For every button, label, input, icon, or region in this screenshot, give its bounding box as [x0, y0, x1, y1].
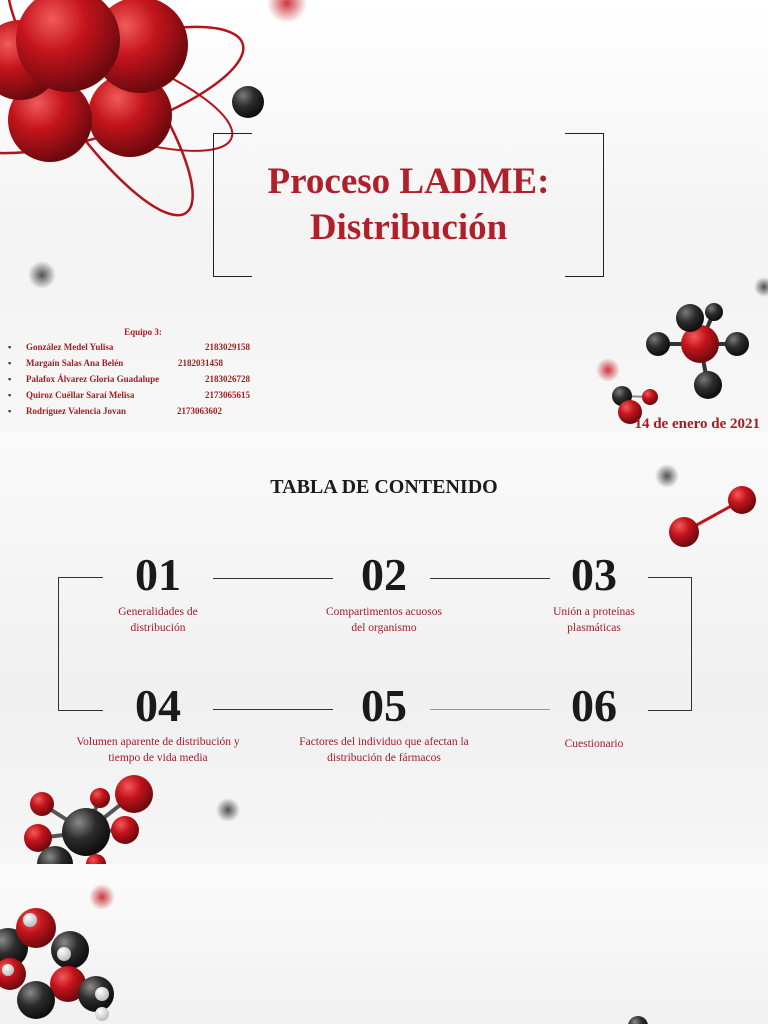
- team-list: [8, 327, 258, 419]
- team-member: ▪ González Medel Yulisa 2183029158: [8, 339, 258, 355]
- presentation-date: 14 de enero de 2021: [634, 416, 760, 432]
- team-member: ▪ Quiroz Cuéllar Saraí Melisa 2173065615: [8, 387, 258, 403]
- toc-item-label: Unión a proteínas plasmáticas: [553, 606, 635, 634]
- toc-number: 05: [361, 680, 407, 731]
- molecule-decoration-icon: [0, 864, 768, 1024]
- title-frame: [213, 133, 604, 277]
- toc-number: 01: [135, 549, 181, 600]
- team-member: ▪ Palafox Álvarez Gloria Guadalupe 2183026728: [8, 371, 258, 387]
- toc-item-label: Cuestionario: [564, 738, 624, 750]
- toc-number: 04: [135, 680, 181, 731]
- team-member: ▪ Rodríguez Valencia Jovan 2173063602: [8, 403, 258, 419]
- presentation-title: Proceso LADME: Distribución: [267, 161, 550, 248]
- toc-heading: TABLA DE CONTENIDO: [270, 476, 498, 498]
- next-slide-partial: [0, 864, 768, 1024]
- table-of-contents-slide: [0, 432, 768, 864]
- title-slide: [0, 0, 768, 432]
- toc-item-label: Volumen aparente de distribución y tiempo de vida media: [76, 736, 240, 764]
- toc-item-label: Generalidades de distribución: [118, 606, 198, 634]
- toc-number: 02: [361, 549, 407, 600]
- team-member: ▪ Margaín Salas Ana Belén 2182031458: [8, 355, 258, 371]
- toc-item-label: Compartimentos acuosos del organismo: [326, 606, 442, 634]
- toc-number: 03: [571, 549, 617, 600]
- toc-number: 06: [571, 680, 617, 731]
- team-heading: Equipo 3:: [124, 327, 162, 337]
- toc-item-label: Factores del individuo que afectan la distribución de fármacos: [299, 736, 469, 764]
